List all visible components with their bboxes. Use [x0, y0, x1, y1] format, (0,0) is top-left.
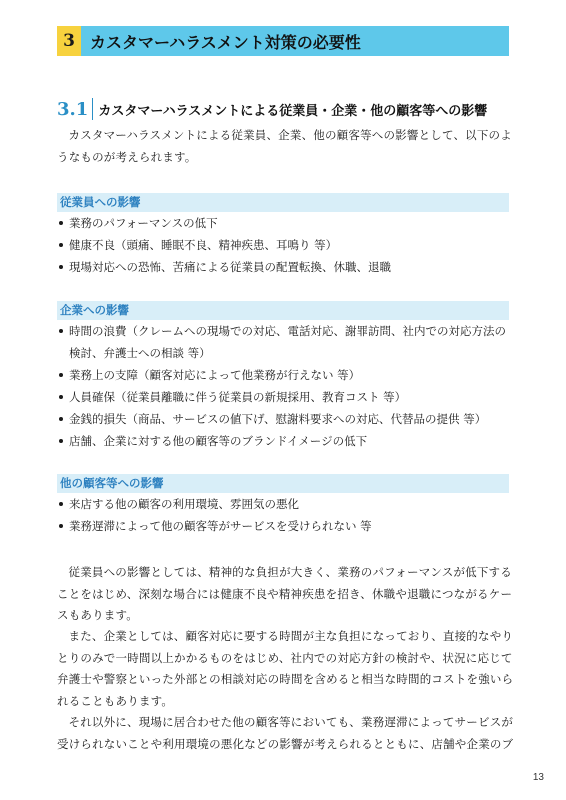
- company-impact-list: [57, 320, 515, 452]
- bullet-icon: [59, 524, 63, 528]
- subhead-employees: 従業員への影響: [57, 193, 509, 212]
- bullet-icon: [59, 243, 63, 247]
- intro-paragraph: カスタマーハラスメントによる従業員、企業、他の顧客等への影響として、以下のようなものが考えられます。: [57, 128, 512, 164]
- section-title: カスタマーハラスメントによる従業員・企業・他の顧客等への影響: [98, 103, 488, 119]
- bullet-icon: [59, 417, 63, 421]
- list-item: 現場対応への恐怖、苦痛による従業員の配置転換、休職、退職: [57, 256, 515, 278]
- body-paragraph-2: また、企業としては、顧客対応に要する時間が主な負担になっており、直接的なやりとりのみで一時間以上かかるものをはじめ、社内での対応方針の検討や、状況に応じて弁護士や警察といった外部との相談対応の時間を含めると相当な時間的コストを強いられることもあります。: [57, 629, 514, 708]
- list-item: 人員確保（従業員離職に伴う従業員の新規採用、教育コスト 等）: [57, 386, 515, 408]
- list-item: 時間の浪費（クレームへの現場での対応、電話対応、謝罪訪問、社内での対応方法の検討、弁護士への相談 等）: [57, 320, 515, 364]
- bullet-icon: [59, 265, 63, 269]
- list-item: 金銭的損失（商品、サービスの値下げ、慰謝料要求への対応、代替品の提供 等）: [57, 408, 515, 430]
- other-customers-impact-list: [57, 493, 515, 537]
- bullet-icon: [59, 221, 63, 225]
- list-item: 来店する他の顧客の利用環境、雰囲気の悪化: [57, 493, 515, 515]
- bullet-icon: [59, 373, 63, 377]
- list-item: 業務上の支障（顧客対応によって他業務が行えない 等）: [57, 364, 515, 386]
- body-paragraph-1: 従業員への影響としては、精神的な負担が大きく、業務のパフォーマンスが低下することをはじめ、深刻な場合には健康不良や精神疾患を招き、休職や退職につながるケースもあります。: [57, 565, 513, 622]
- list-item: 業務遅滞によって他の顧客等がサービスを受けられない 等: [57, 515, 515, 537]
- section-heading: [57, 97, 487, 121]
- list-item: 店舗、企業に対する他の顧客等のブランドイメージの低下: [57, 430, 515, 452]
- bullet-icon: [59, 439, 63, 443]
- subhead-company: 企業への影響: [57, 301, 509, 320]
- chapter-banner: [57, 26, 509, 56]
- employee-impact-list: [57, 212, 515, 278]
- body-paragraph-3: それ以外に、現場に居合わせた他の顧客等においても、業務遅滞によってサービスが受けられないことや利用環境の悪化などの影響が考えられるとともに、店舗や企業のブ: [57, 715, 514, 751]
- subhead-other-customers: 他の顧客等への影響: [57, 474, 509, 493]
- section-divider: [92, 98, 93, 120]
- bullet-icon: [59, 329, 63, 333]
- page-number: 13: [532, 772, 544, 783]
- list-item: 業務のパフォーマンスの低下: [57, 212, 515, 234]
- list-item: 健康不良（頭痛、睡眠不良、精神疾患、耳鳴り 等）: [57, 234, 515, 256]
- chapter-number: 3: [57, 26, 81, 56]
- bullet-icon: [59, 395, 63, 399]
- chapter-title: カスタマーハラスメント対策の必要性: [81, 26, 509, 56]
- section-number: 3.1: [57, 98, 89, 120]
- bullet-icon: [59, 502, 63, 506]
